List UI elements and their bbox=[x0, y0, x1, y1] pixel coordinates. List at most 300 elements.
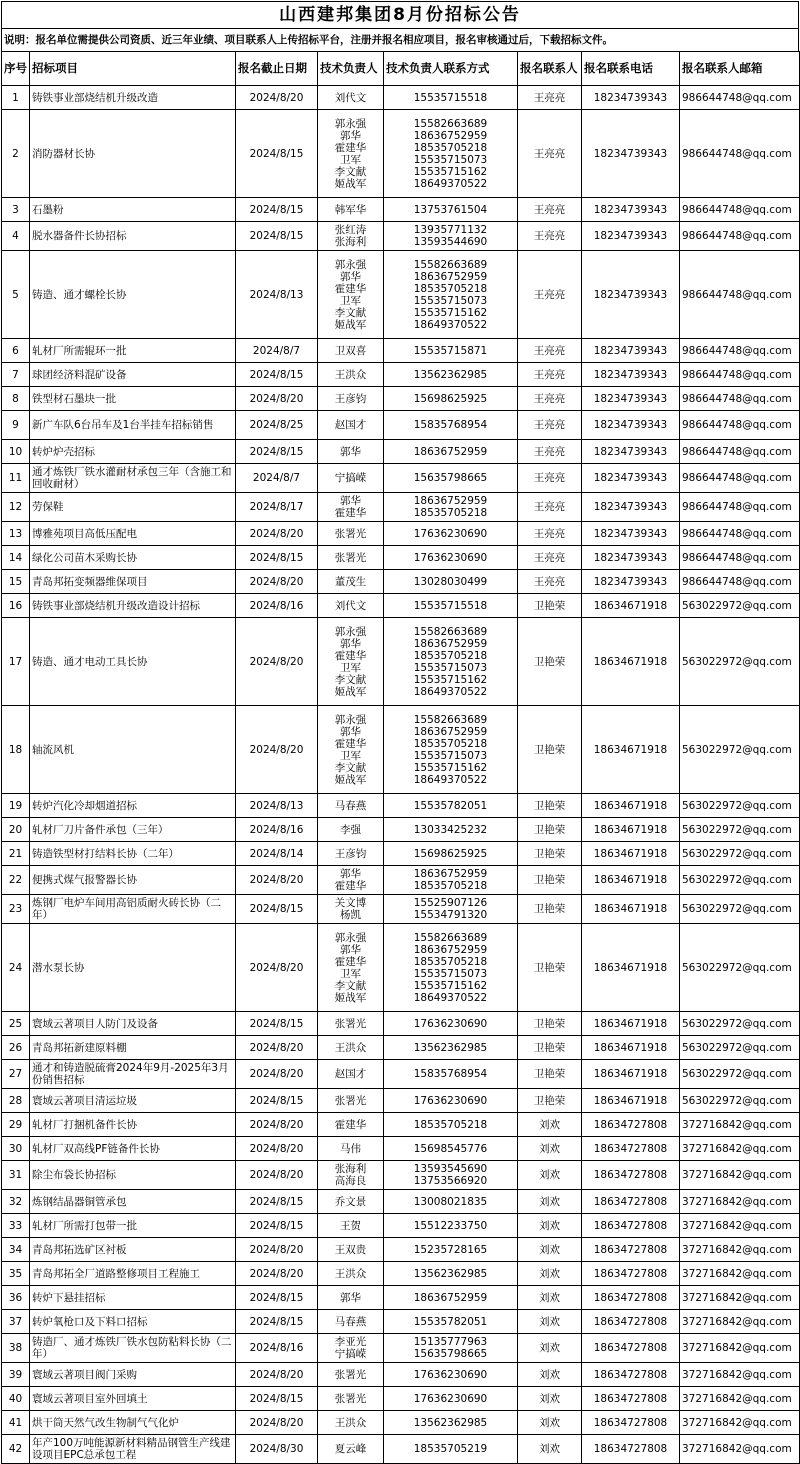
cell-contact-phone: 18234739343 bbox=[582, 86, 680, 110]
cell-tech-lead: 董茂生 bbox=[318, 570, 384, 594]
table-row bbox=[2, 198, 800, 222]
cell-contact-email: 372716842@qq.com bbox=[680, 1137, 800, 1161]
cell-tech-lead: 王双贵 bbox=[318, 1238, 384, 1262]
cell-contact-phone: 18634671918 bbox=[582, 818, 680, 842]
cell-contact-phone: 18234739343 bbox=[582, 222, 680, 251]
cell-tech-phone: 15635798665 bbox=[384, 464, 518, 493]
cell-contact-phone: 18634727808 bbox=[582, 1113, 680, 1137]
cell-tech-lead: 赵国才 bbox=[318, 1060, 384, 1089]
cell-tech-phone: 17636230690 bbox=[384, 1387, 518, 1411]
table-row bbox=[2, 363, 800, 387]
cell-tech-phone: 15835768954 bbox=[384, 1060, 518, 1089]
cell-tech-lead: 张署光 bbox=[318, 1363, 384, 1387]
cell-deadline: 2024/8/25 bbox=[236, 411, 318, 440]
cell-tech-lead: 郭永强 郭华 霍建华 卫军 李文献 姬战军 bbox=[318, 618, 384, 706]
cell-no: 34 bbox=[2, 1238, 30, 1262]
cell-contact-phone: 18634727808 bbox=[582, 1411, 680, 1435]
cell-project: 寰域云著项目室外回填土 bbox=[30, 1387, 236, 1411]
cell-tech-phone: 15512233750 bbox=[384, 1214, 518, 1238]
cell-tech-phone: 18636752959 18535705218 bbox=[384, 493, 518, 522]
cell-contact-email: 563022972@qq.com bbox=[680, 818, 800, 842]
cell-contact-email: 563022972@qq.com bbox=[680, 842, 800, 866]
cell-no: 30 bbox=[2, 1137, 30, 1161]
cell-contact-email: 563022972@qq.com bbox=[680, 866, 800, 895]
cell-deadline: 2024/8/20 bbox=[236, 570, 318, 594]
cell-deadline: 2024/8/15 bbox=[236, 198, 318, 222]
table-row bbox=[2, 411, 800, 440]
cell-contact: 刘欢 bbox=[518, 1310, 582, 1334]
cell-deadline: 2024/8/20 bbox=[236, 1060, 318, 1089]
cell-contact: 刘欢 bbox=[518, 1334, 582, 1363]
cell-no: 13 bbox=[2, 522, 30, 546]
cell-tech-phone: 13028030499 bbox=[384, 570, 518, 594]
cell-contact-phone: 18234739343 bbox=[582, 251, 680, 339]
cell-contact-phone: 18234739343 bbox=[582, 522, 680, 546]
cell-deadline: 2024/8/15 bbox=[236, 110, 318, 198]
cell-deadline: 2024/8/15 bbox=[236, 363, 318, 387]
table-row bbox=[2, 618, 800, 706]
cell-tech-phone: 18535705219 bbox=[384, 1435, 518, 1464]
cell-contact-email: 372716842@qq.com bbox=[680, 1363, 800, 1387]
cell-contact-phone: 18634671918 bbox=[582, 1089, 680, 1113]
header-project: 招标项目 bbox=[30, 52, 236, 86]
cell-contact-email: 563022972@qq.com bbox=[680, 594, 800, 618]
cell-no: 23 bbox=[2, 895, 30, 924]
cell-contact-email: 372716842@qq.com bbox=[680, 1113, 800, 1137]
cell-no: 17 bbox=[2, 618, 30, 706]
cell-tech-lead: 王洪众 bbox=[318, 1411, 384, 1435]
cell-deadline: 2024/8/20 bbox=[236, 1036, 318, 1060]
cell-tech-phone: 13562362985 bbox=[384, 1262, 518, 1286]
cell-contact-phone: 18634727808 bbox=[582, 1238, 680, 1262]
cell-contact-email: 986644748@qq.com bbox=[680, 411, 800, 440]
cell-tech-lead: 霍建华 bbox=[318, 1113, 384, 1137]
cell-tech-phone: 15535715871 bbox=[384, 339, 518, 363]
table-row bbox=[2, 1238, 800, 1262]
cell-tech-phone: 17636230690 bbox=[384, 1089, 518, 1113]
cell-project: 青岛邦拓新建原料棚 bbox=[30, 1036, 236, 1060]
cell-no: 12 bbox=[2, 493, 30, 522]
cell-project: 铸造、通才螺栓长协 bbox=[30, 251, 236, 339]
cell-no: 25 bbox=[2, 1012, 30, 1036]
cell-contact: 王亮亮 bbox=[518, 522, 582, 546]
cell-deadline: 2024/8/15 bbox=[236, 895, 318, 924]
cell-contact: 卫艳荣 bbox=[518, 1060, 582, 1089]
table-row bbox=[2, 866, 800, 895]
cell-no: 15 bbox=[2, 570, 30, 594]
table-row bbox=[2, 1411, 800, 1435]
cell-no: 41 bbox=[2, 1411, 30, 1435]
cell-tech-lead: 关文博 杨凯 bbox=[318, 895, 384, 924]
cell-contact-phone: 18234739343 bbox=[582, 363, 680, 387]
cell-contact-phone: 18234739343 bbox=[582, 570, 680, 594]
cell-contact: 刘欢 bbox=[518, 1262, 582, 1286]
cell-contact: 王亮亮 bbox=[518, 411, 582, 440]
cell-contact-phone: 18634727808 bbox=[582, 1190, 680, 1214]
cell-tech-lead: 张署光 bbox=[318, 1089, 384, 1113]
cell-tech-lead: 宁搞嵘 bbox=[318, 464, 384, 493]
cell-tech-lead: 王洪众 bbox=[318, 1036, 384, 1060]
table-row bbox=[2, 1363, 800, 1387]
cell-project: 转炉汽化冷却烟道招标 bbox=[30, 794, 236, 818]
cell-tech-lead: 王贺 bbox=[318, 1214, 384, 1238]
cell-deadline: 2024/8/15 bbox=[236, 222, 318, 251]
table-row bbox=[2, 842, 800, 866]
cell-tech-phone: 15698625925 bbox=[384, 387, 518, 411]
cell-tech-lead: 张署光 bbox=[318, 1012, 384, 1036]
cell-project: 球团经济料混矿设备 bbox=[30, 363, 236, 387]
table-row bbox=[2, 1113, 800, 1137]
cell-tech-phone: 17636230690 bbox=[384, 546, 518, 570]
cell-contact: 刘欢 bbox=[518, 1113, 582, 1137]
cell-project: 寰域云著项目阀门采购 bbox=[30, 1363, 236, 1387]
cell-contact: 刘欢 bbox=[518, 1387, 582, 1411]
cell-tech-lead: 刘代文 bbox=[318, 594, 384, 618]
cell-project: 转炉炉壳招标 bbox=[30, 440, 236, 464]
cell-no: 31 bbox=[2, 1161, 30, 1190]
cell-deadline: 2024/8/30 bbox=[236, 1435, 318, 1464]
cell-contact: 王亮亮 bbox=[518, 110, 582, 198]
cell-tech-lead: 郭永强 郭华 霍建华 卫军 李文献 姬战军 bbox=[318, 924, 384, 1012]
cell-contact-email: 986644748@qq.com bbox=[680, 387, 800, 411]
cell-contact: 王亮亮 bbox=[518, 464, 582, 493]
cell-tech-phone: 13562362985 bbox=[384, 1036, 518, 1060]
cell-tech-lead: 王洪众 bbox=[318, 363, 384, 387]
cell-deadline: 2024/8/15 bbox=[236, 1310, 318, 1334]
cell-contact: 卫艳荣 bbox=[518, 1036, 582, 1060]
cell-no: 16 bbox=[2, 594, 30, 618]
cell-project: 铸造铁型材打结料长协（二年） bbox=[30, 842, 236, 866]
cell-project: 铸铁事业部烧结机升级改造设计招标 bbox=[30, 594, 236, 618]
cell-contact-phone: 18634727808 bbox=[582, 1286, 680, 1310]
cell-contact-email: 986644748@qq.com bbox=[680, 198, 800, 222]
cell-deadline: 2024/8/17 bbox=[236, 493, 318, 522]
cell-contact: 刘欢 bbox=[518, 1411, 582, 1435]
cell-tech-lead: 张署光 bbox=[318, 522, 384, 546]
table-row bbox=[2, 110, 800, 198]
cell-contact-email: 986644748@qq.com bbox=[680, 251, 800, 339]
cell-no: 39 bbox=[2, 1363, 30, 1387]
cell-no: 5 bbox=[2, 251, 30, 339]
cell-tech-lead: 张海利 高海良 bbox=[318, 1161, 384, 1190]
cell-tech-phone: 18535705218 bbox=[384, 1113, 518, 1137]
cell-project: 通才和铸造脱硫膏2024年9月-2025年3月份销售招标 bbox=[30, 1060, 236, 1089]
cell-tech-phone: 15535715518 bbox=[384, 594, 518, 618]
cell-contact-email: 372716842@qq.com bbox=[680, 1387, 800, 1411]
cell-contact-email: 563022972@qq.com bbox=[680, 1012, 800, 1036]
cell-tech-lead: 张红涛 张海利 bbox=[318, 222, 384, 251]
table-row bbox=[2, 706, 800, 794]
cell-tech-lead: 郭永强 郭华 霍建华 卫军 李文献 姬战军 bbox=[318, 110, 384, 198]
cell-tech-lead: 卫双喜 bbox=[318, 339, 384, 363]
cell-no: 9 bbox=[2, 411, 30, 440]
table-row bbox=[2, 924, 800, 1012]
cell-contact-phone: 18634727808 bbox=[582, 1310, 680, 1334]
cell-deadline: 2024/8/20 bbox=[236, 1113, 318, 1137]
cell-project: 铸造、通才电动工具长协 bbox=[30, 618, 236, 706]
cell-tech-phone: 15835768954 bbox=[384, 411, 518, 440]
cell-contact: 王亮亮 bbox=[518, 251, 582, 339]
cell-deadline: 2024/8/15 bbox=[236, 546, 318, 570]
cell-no: 8 bbox=[2, 387, 30, 411]
cell-tech-phone: 13562362985 bbox=[384, 1411, 518, 1435]
cell-no: 29 bbox=[2, 1113, 30, 1137]
page-title: 山西建邦集团8月份招标公告 bbox=[1, 1, 799, 28]
cell-project: 通才炼铁厂铁水灌耐材承包三年（含施工和回收耐材） bbox=[30, 464, 236, 493]
cell-deadline: 2024/8/16 bbox=[236, 818, 318, 842]
cell-contact-phone: 18634671918 bbox=[582, 924, 680, 1012]
cell-contact: 卫艳荣 bbox=[518, 794, 582, 818]
cell-contact-phone: 18234739343 bbox=[582, 440, 680, 464]
cell-no: 27 bbox=[2, 1060, 30, 1089]
cell-tech-lead: 韩军华 bbox=[318, 198, 384, 222]
cell-no: 10 bbox=[2, 440, 30, 464]
cell-contact: 卫艳荣 bbox=[518, 594, 582, 618]
cell-project: 博雅苑项目高低压配电 bbox=[30, 522, 236, 546]
cell-tech-phone: 15698625925 bbox=[384, 842, 518, 866]
cell-contact-email: 372716842@qq.com bbox=[680, 1238, 800, 1262]
cell-tech-lead: 张署光 bbox=[318, 546, 384, 570]
cell-contact: 王亮亮 bbox=[518, 387, 582, 411]
cell-no: 36 bbox=[2, 1286, 30, 1310]
cell-deadline: 2024/8/14 bbox=[236, 842, 318, 866]
cell-contact: 王亮亮 bbox=[518, 493, 582, 522]
cell-contact-email: 372716842@qq.com bbox=[680, 1262, 800, 1286]
table-row bbox=[2, 546, 800, 570]
cell-no: 24 bbox=[2, 924, 30, 1012]
cell-contact: 刘欢 bbox=[518, 1435, 582, 1464]
table-header-row bbox=[2, 52, 800, 86]
table-row bbox=[2, 1387, 800, 1411]
cell-contact-email: 986644748@qq.com bbox=[680, 86, 800, 110]
cell-contact-email: 986644748@qq.com bbox=[680, 110, 800, 198]
cell-deadline: 2024/8/20 bbox=[236, 866, 318, 895]
cell-project: 青岛邦拓变频器维保项目 bbox=[30, 570, 236, 594]
cell-project: 便携式煤气报警器长协 bbox=[30, 866, 236, 895]
table-row bbox=[2, 1036, 800, 1060]
cell-project: 轧材厂刀片备件承包（三年） bbox=[30, 818, 236, 842]
cell-tech-lead: 乔文景 bbox=[318, 1190, 384, 1214]
cell-tech-phone: 13935771132 13593544690 bbox=[384, 222, 518, 251]
cell-contact-email: 986644748@qq.com bbox=[680, 522, 800, 546]
cell-project: 轴流风机 bbox=[30, 706, 236, 794]
cell-tech-lead: 王洪众 bbox=[318, 1262, 384, 1286]
cell-contact: 王亮亮 bbox=[518, 198, 582, 222]
cell-project: 寰域云著项目清运垃圾 bbox=[30, 1089, 236, 1113]
cell-project: 潜水泵长协 bbox=[30, 924, 236, 1012]
cell-tech-phone: 15582663689 18636752959 18535705218 15535715073 15535715162 18649370522 bbox=[384, 924, 518, 1012]
cell-tech-lead: 赵国才 bbox=[318, 411, 384, 440]
table-row bbox=[2, 1435, 800, 1464]
cell-project: 轧材厂打捆机备件长协 bbox=[30, 1113, 236, 1137]
cell-no: 7 bbox=[2, 363, 30, 387]
cell-tech-phone: 13008021835 bbox=[384, 1190, 518, 1214]
table-row bbox=[2, 818, 800, 842]
cell-tech-phone: 17636230690 bbox=[384, 1363, 518, 1387]
table-row bbox=[2, 493, 800, 522]
cell-contact-phone: 18634671918 bbox=[582, 706, 680, 794]
cell-contact: 刘欢 bbox=[518, 1238, 582, 1262]
cell-contact: 刘欢 bbox=[518, 1190, 582, 1214]
table-row bbox=[2, 86, 800, 110]
cell-contact-phone: 18634671918 bbox=[582, 866, 680, 895]
cell-contact-phone: 18634727808 bbox=[582, 1161, 680, 1190]
cell-no: 42 bbox=[2, 1435, 30, 1464]
cell-deadline: 2024/8/7 bbox=[236, 464, 318, 493]
cell-tech-phone: 15535782051 bbox=[384, 1310, 518, 1334]
cell-contact-phone: 18234739343 bbox=[582, 387, 680, 411]
table-row bbox=[2, 1089, 800, 1113]
cell-project: 石墨粉 bbox=[30, 198, 236, 222]
cell-contact-email: 986644748@qq.com bbox=[680, 222, 800, 251]
cell-contact-email: 372716842@qq.com bbox=[680, 1334, 800, 1363]
cell-contact-email: 986644748@qq.com bbox=[680, 493, 800, 522]
cell-contact-phone: 18234739343 bbox=[582, 339, 680, 363]
cell-deadline: 2024/8/16 bbox=[236, 594, 318, 618]
cell-tech-phone: 15698545776 bbox=[384, 1137, 518, 1161]
cell-deadline: 2024/8/20 bbox=[236, 1238, 318, 1262]
cell-no: 11 bbox=[2, 464, 30, 493]
cell-contact-phone: 18634671918 bbox=[582, 594, 680, 618]
cell-tech-lead: 王彦钧 bbox=[318, 387, 384, 411]
cell-project: 新广车队6台吊车及1台半挂车招标销售 bbox=[30, 411, 236, 440]
cell-deadline: 2024/8/20 bbox=[236, 387, 318, 411]
cell-contact-phone: 18634727808 bbox=[582, 1334, 680, 1363]
table-row bbox=[2, 464, 800, 493]
table-row bbox=[2, 522, 800, 546]
cell-project: 寰域云著项目人防门及设备 bbox=[30, 1012, 236, 1036]
cell-project: 轧材厂所需打包带一批 bbox=[30, 1214, 236, 1238]
cell-contact-email: 372716842@qq.com bbox=[680, 1411, 800, 1435]
cell-tech-lead: 李亚光 宁搞嵘 bbox=[318, 1334, 384, 1363]
cell-contact-phone: 18234739343 bbox=[582, 198, 680, 222]
cell-deadline: 2024/8/20 bbox=[236, 1262, 318, 1286]
cell-no: 2 bbox=[2, 110, 30, 198]
cell-contact: 卫艳荣 bbox=[518, 818, 582, 842]
cell-contact: 刘欢 bbox=[518, 1286, 582, 1310]
table-row bbox=[2, 594, 800, 618]
cell-project: 脱水器备件长协招标 bbox=[30, 222, 236, 251]
cell-contact-phone: 18634727808 bbox=[582, 1363, 680, 1387]
cell-contact: 卫艳荣 bbox=[518, 1089, 582, 1113]
cell-contact: 卫艳荣 bbox=[518, 842, 582, 866]
cell-no: 20 bbox=[2, 818, 30, 842]
cell-tech-phone: 13753761504 bbox=[384, 198, 518, 222]
cell-tech-phone: 15582663689 18636752959 18535705218 15535715073 15535715162 18649370522 bbox=[384, 618, 518, 706]
cell-no: 40 bbox=[2, 1387, 30, 1411]
cell-tech-phone: 17636230690 bbox=[384, 1012, 518, 1036]
cell-tech-phone: 17636230690 bbox=[384, 522, 518, 546]
cell-contact-phone: 18634671918 bbox=[582, 618, 680, 706]
cell-contact: 卫艳荣 bbox=[518, 895, 582, 924]
cell-project: 转炉氧枪口及下料口招标 bbox=[30, 1310, 236, 1334]
cell-project: 消防器材长协 bbox=[30, 110, 236, 198]
cell-deadline: 2024/8/13 bbox=[236, 251, 318, 339]
cell-contact: 王亮亮 bbox=[518, 86, 582, 110]
cell-tech-phone: 15235728165 bbox=[384, 1238, 518, 1262]
header-deadline: 报名截止日期 bbox=[236, 52, 318, 86]
cell-contact-phone: 18634671918 bbox=[582, 1012, 680, 1036]
cell-contact-phone: 18634727808 bbox=[582, 1214, 680, 1238]
cell-contact: 卫艳荣 bbox=[518, 706, 582, 794]
cell-no: 14 bbox=[2, 546, 30, 570]
cell-contact-phone: 18234739343 bbox=[582, 464, 680, 493]
cell-tech-phone: 15535715518 bbox=[384, 86, 518, 110]
table-row bbox=[2, 1060, 800, 1089]
cell-contact: 刘欢 bbox=[518, 1161, 582, 1190]
cell-contact: 王亮亮 bbox=[518, 222, 582, 251]
cell-no: 26 bbox=[2, 1036, 30, 1060]
cell-contact-phone: 18634671918 bbox=[582, 842, 680, 866]
cell-tech-phone: 18636752959 bbox=[384, 440, 518, 464]
cell-contact: 卫艳荣 bbox=[518, 618, 582, 706]
table-row bbox=[2, 339, 800, 363]
cell-project: 轧材厂所需辊环一批 bbox=[30, 339, 236, 363]
cell-deadline: 2024/8/15 bbox=[236, 1190, 318, 1214]
cell-tech-phone: 18636752959 18535705218 bbox=[384, 866, 518, 895]
cell-deadline: 2024/8/20 bbox=[236, 522, 318, 546]
cell-no: 4 bbox=[2, 222, 30, 251]
cell-tech-phone: 13593545690 13753566920 bbox=[384, 1161, 518, 1190]
cell-contact: 王亮亮 bbox=[518, 546, 582, 570]
table-row bbox=[2, 1137, 800, 1161]
cell-no: 21 bbox=[2, 842, 30, 866]
cell-tech-lead: 张署光 bbox=[318, 1387, 384, 1411]
cell-contact: 王亮亮 bbox=[518, 339, 582, 363]
cell-contact-email: 563022972@qq.com bbox=[680, 794, 800, 818]
cell-deadline: 2024/8/7 bbox=[236, 339, 318, 363]
cell-tech-lead: 郭华 霍建华 bbox=[318, 866, 384, 895]
table-row bbox=[2, 387, 800, 411]
cell-tech-lead: 李强 bbox=[318, 818, 384, 842]
table-row bbox=[2, 222, 800, 251]
header-no: 序号 bbox=[2, 52, 30, 86]
header-tech-phone: 技术负责人联系方式 bbox=[384, 52, 518, 86]
cell-contact: 王亮亮 bbox=[518, 570, 582, 594]
cell-deadline: 2024/8/15 bbox=[236, 1286, 318, 1310]
cell-contact: 卫艳荣 bbox=[518, 1012, 582, 1036]
table-row bbox=[2, 1161, 800, 1190]
header-contact-email: 报名联系人邮箱 bbox=[680, 52, 800, 86]
cell-deadline: 2024/8/20 bbox=[236, 1411, 318, 1435]
cell-contact-phone: 18634671918 bbox=[582, 1060, 680, 1089]
cell-tech-phone: 15535782051 bbox=[384, 794, 518, 818]
cell-project: 青岛邦拓选矿区衬板 bbox=[30, 1238, 236, 1262]
cell-contact-email: 372716842@qq.com bbox=[680, 1190, 800, 1214]
cell-contact-email: 372716842@qq.com bbox=[680, 1435, 800, 1464]
cell-project: 除尘布袋长协招标 bbox=[30, 1161, 236, 1190]
table-row bbox=[2, 1286, 800, 1310]
cell-project: 铸铁事业部烧结机升级改造 bbox=[30, 86, 236, 110]
cell-deadline: 2024/8/15 bbox=[236, 1012, 318, 1036]
cell-tech-lead: 郭华 bbox=[318, 1286, 384, 1310]
cell-tech-lead: 夏云峰 bbox=[318, 1435, 384, 1464]
cell-contact-phone: 18234739343 bbox=[582, 493, 680, 522]
cell-contact-email: 372716842@qq.com bbox=[680, 1310, 800, 1334]
cell-project: 劳保鞋 bbox=[30, 493, 236, 522]
cell-deadline: 2024/8/20 bbox=[236, 706, 318, 794]
cell-project: 炼钢结晶器铜管承包 bbox=[30, 1190, 236, 1214]
cell-contact: 王亮亮 bbox=[518, 363, 582, 387]
cell-deadline: 2024/8/20 bbox=[236, 1137, 318, 1161]
cell-deadline: 2024/8/20 bbox=[236, 1161, 318, 1190]
cell-tech-lead: 马伟 bbox=[318, 1137, 384, 1161]
cell-tech-lead: 刘代文 bbox=[318, 86, 384, 110]
cell-contact-phone: 18634727808 bbox=[582, 1387, 680, 1411]
cell-no: 35 bbox=[2, 1262, 30, 1286]
instructions-note: 说明：报名单位需提供公司资质、近三年业绩、项目联系人上传招标平台，注册并报名相应项目，报名审核通过后，下载招标文件。 bbox=[1, 28, 799, 51]
cell-deadline: 2024/8/20 bbox=[236, 618, 318, 706]
